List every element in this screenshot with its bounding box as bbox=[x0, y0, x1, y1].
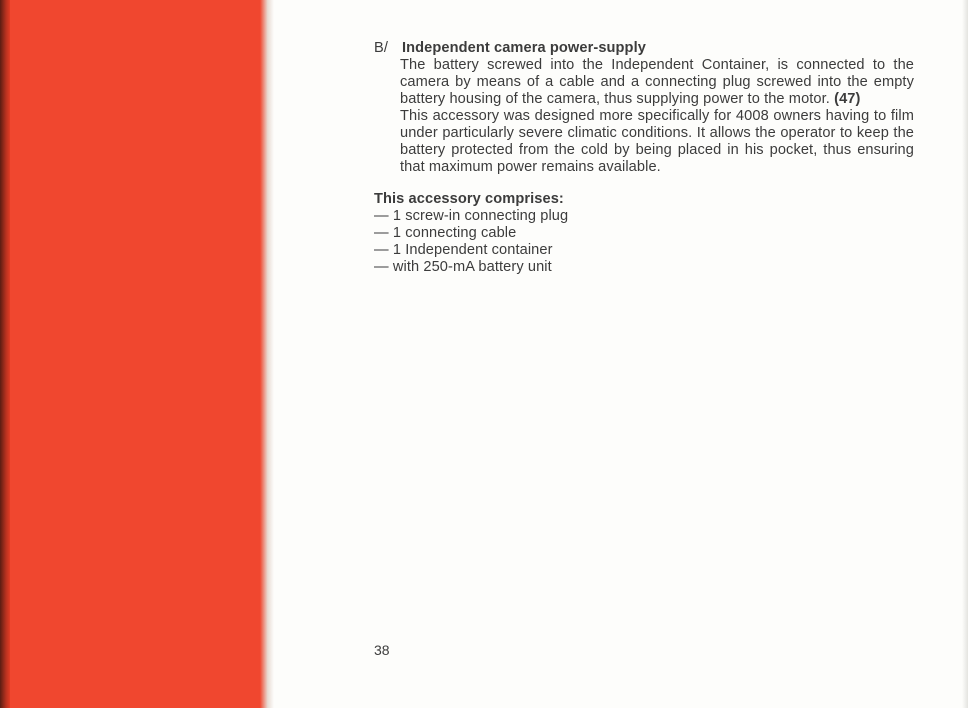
section-heading bbox=[374, 40, 914, 57]
accessory-list-title: This accessory comprises: bbox=[374, 191, 564, 207]
book-spine bbox=[0, 0, 10, 708]
red-margin-band bbox=[10, 0, 264, 708]
page-number: 38 bbox=[374, 642, 390, 658]
page-content bbox=[374, 40, 914, 276]
paragraph-2: This accessory was designed more specifically for 4008 owners having to film under particularly severe climatic conditions. It allows the operator to keep the battery protected from the cold by being placed in his pocket, thus ensuring that maximum power remains available. bbox=[400, 108, 914, 175]
section-body bbox=[400, 57, 914, 176]
accessory-list-section bbox=[374, 191, 914, 276]
paragraph-1 bbox=[400, 57, 914, 108]
section-title: Independent camera power-supply bbox=[402, 40, 646, 56]
list-item: — 1 screw-in connecting plug bbox=[374, 208, 569, 224]
list-item: — 1 Independent container bbox=[374, 242, 553, 258]
accessory-list bbox=[374, 208, 914, 276]
paragraph-1-text: The battery screwed into the Independent Container, is connected to the camera by means of a cable and a connecting plug screwed into the empty battery housing of the camera, thus supplying power to the motor. bbox=[400, 57, 914, 107]
page-right-edge bbox=[962, 0, 968, 708]
section-label: B/ bbox=[374, 40, 388, 56]
figure-reference: (47) bbox=[834, 91, 861, 107]
list-item: — 1 connecting cable bbox=[374, 225, 517, 241]
red-band-edge bbox=[260, 0, 274, 708]
list-item: — with 250-mA battery unit bbox=[374, 259, 552, 275]
